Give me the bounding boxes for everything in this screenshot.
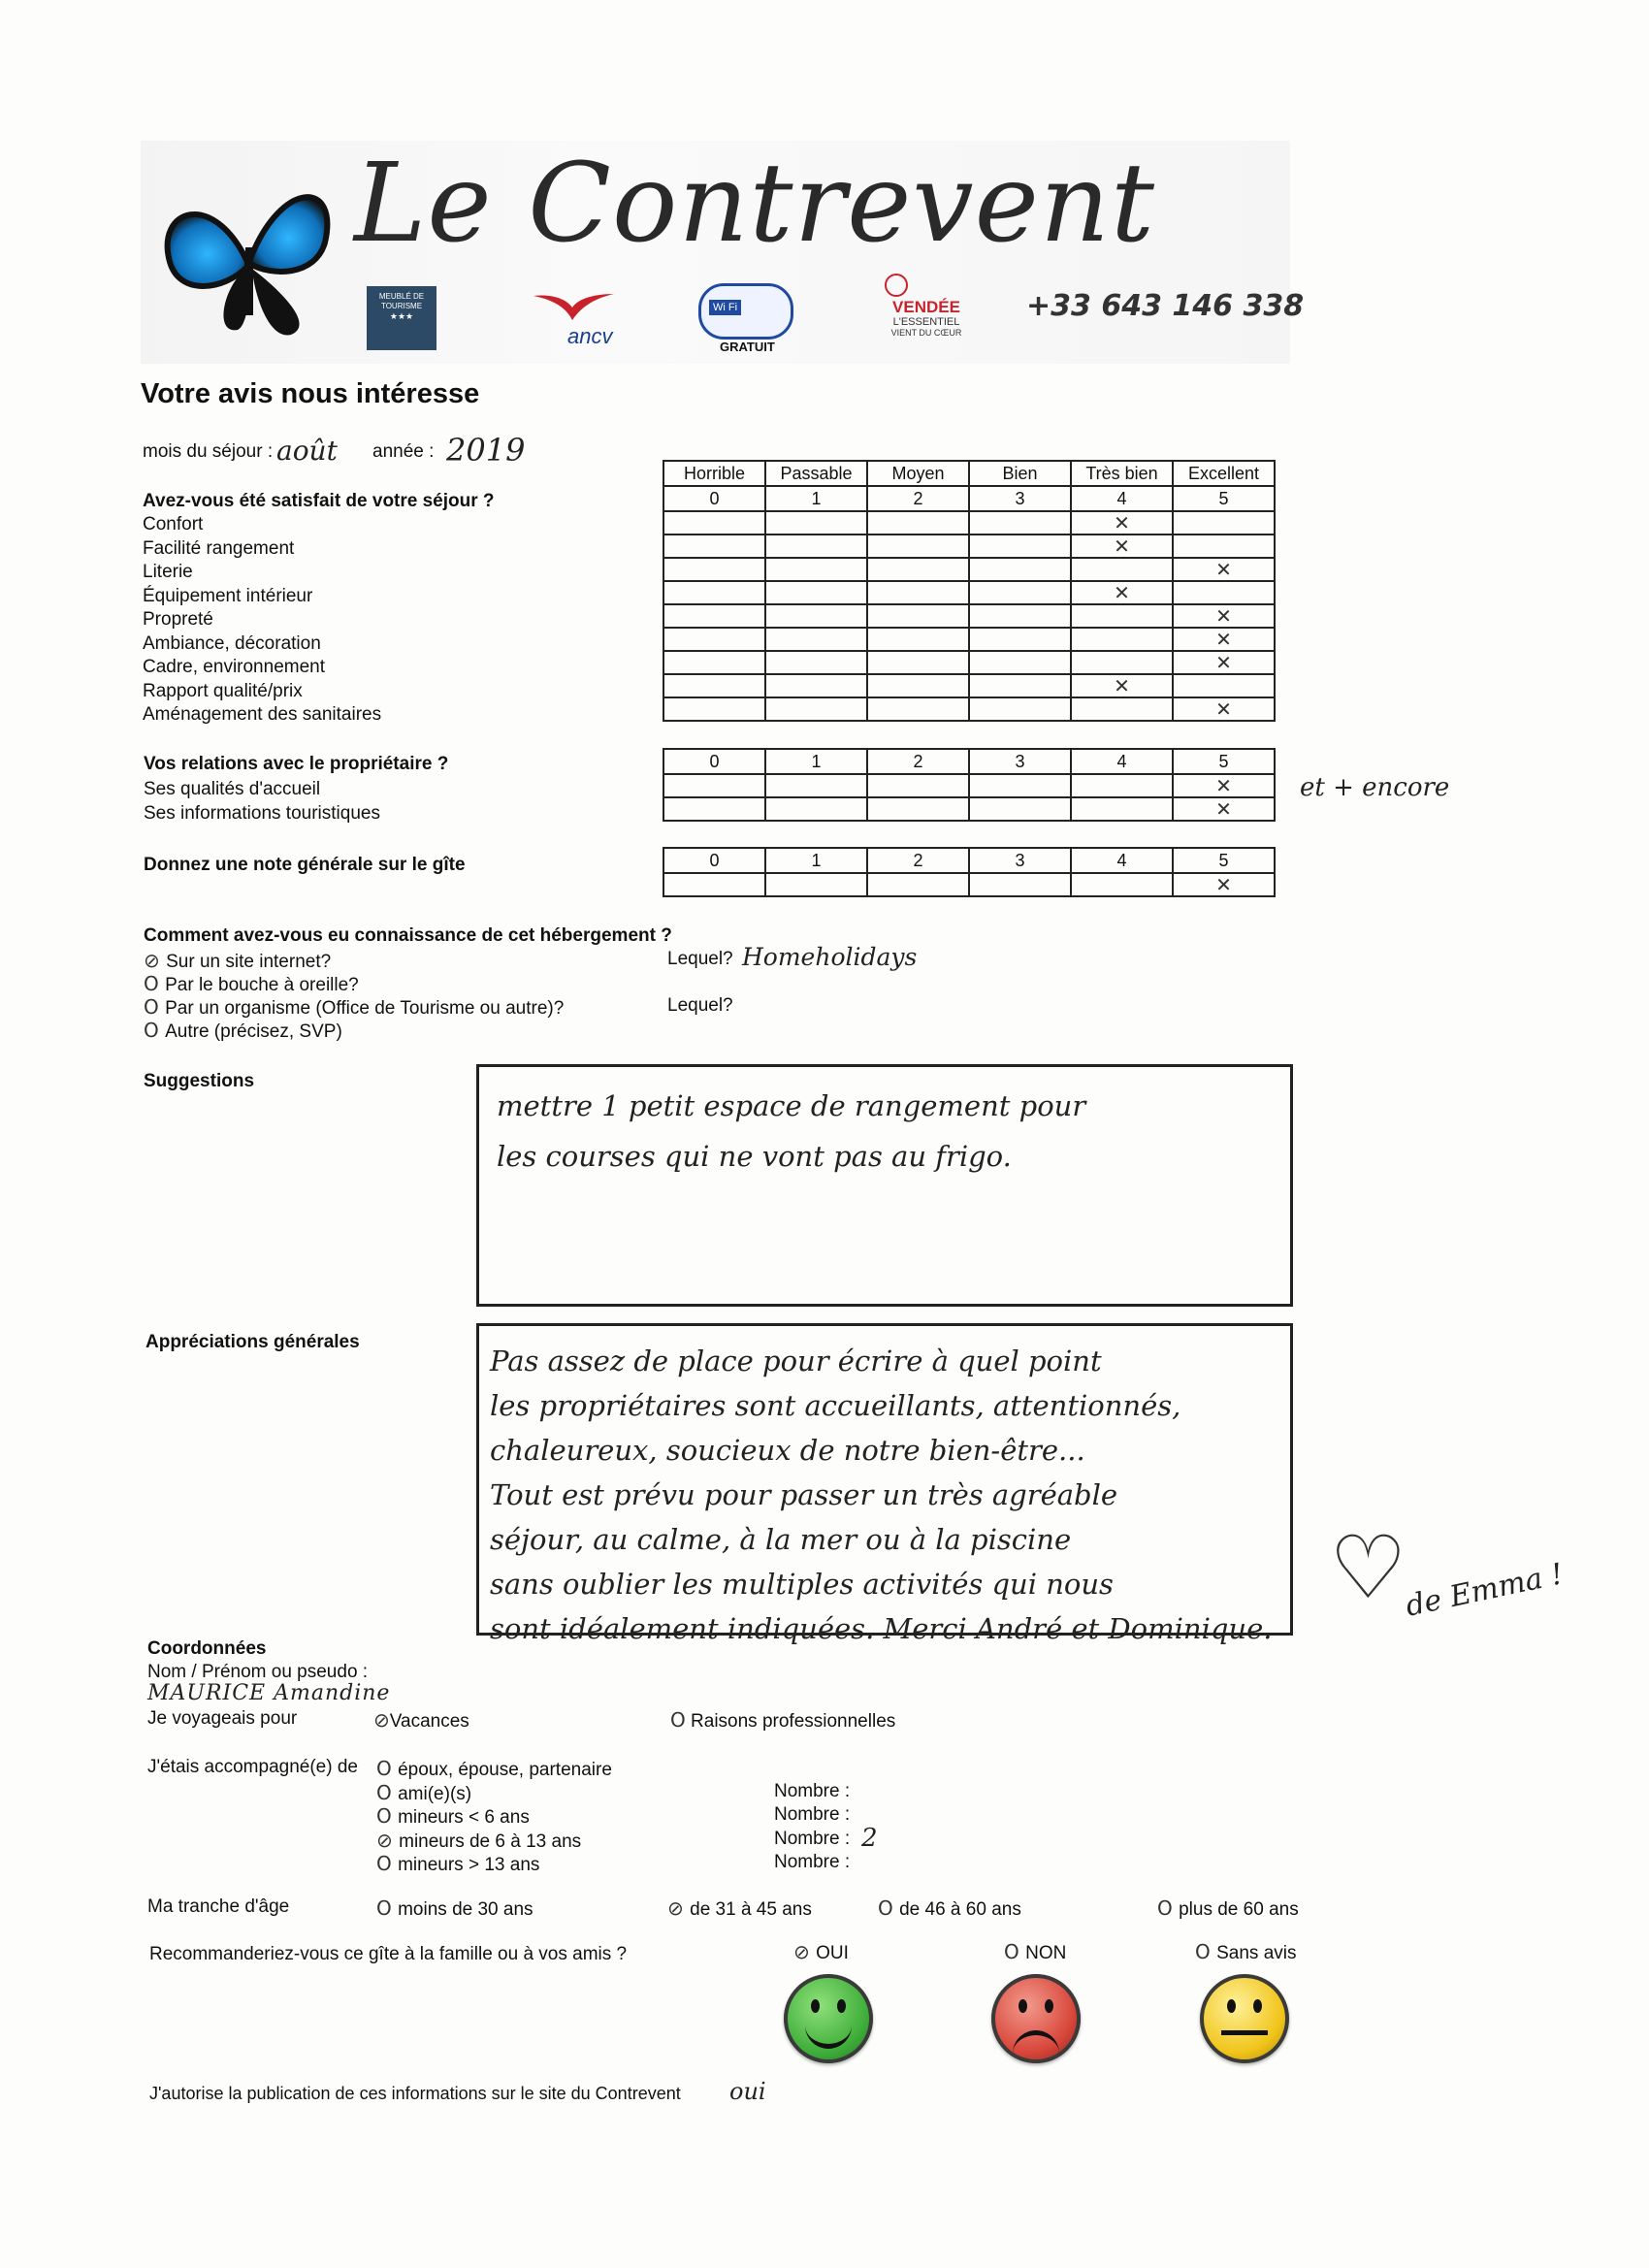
rating-cell[interactable] xyxy=(969,511,1071,535)
owner-item-label: Ses qualités d'accueil xyxy=(144,779,321,799)
rating-number: 5 xyxy=(1173,848,1275,873)
rating-cell[interactable] xyxy=(765,581,867,604)
rating-cell[interactable] xyxy=(969,604,1071,628)
meuble-tourisme-badge: MEUBLÉ DE TOURISME ★★★ xyxy=(367,286,436,350)
ancv-bird-icon xyxy=(529,286,616,325)
publication-label: J'autorise la publication de ces informations sur le site du Contrevent xyxy=(149,2084,681,2103)
recommend-option-2[interactable] xyxy=(1195,1940,1296,1964)
satisfaction-row xyxy=(663,511,1275,535)
suggestions-box[interactable] xyxy=(476,1064,1293,1307)
rating-number: 1 xyxy=(765,749,867,774)
radio-icon: O xyxy=(1004,1940,1026,1963)
rating-number: 1 xyxy=(765,486,867,511)
appreciations-text xyxy=(490,1339,1440,1651)
rating-cell[interactable] xyxy=(867,651,969,674)
rating-cell[interactable] xyxy=(663,558,765,581)
companion-option[interactable] xyxy=(376,1804,530,1829)
radio-icon: ⊘ xyxy=(793,1940,817,1963)
age-option[interactable] xyxy=(376,1896,534,1921)
satisfaction-item-label: Ambiance, décoration xyxy=(143,632,321,654)
rating-cell[interactable] xyxy=(1071,797,1173,821)
radio-icon: ⊘ xyxy=(144,949,167,972)
smiley-happy-icon[interactable] xyxy=(784,1974,873,2063)
rating-cell[interactable] xyxy=(663,511,765,535)
rating-cell[interactable] xyxy=(969,697,1071,721)
rating-cell[interactable]: ✕ xyxy=(1173,797,1275,821)
source-option[interactable] xyxy=(144,1019,342,1043)
rating-cell[interactable] xyxy=(663,674,765,697)
companion-label: J'étais accompagné(e) de xyxy=(147,1757,358,1777)
rating-cell[interactable]: ✕ xyxy=(1173,697,1275,721)
appreciations-signature: de Emma ! xyxy=(1403,1557,1567,1624)
satisfaction-row xyxy=(663,697,1275,721)
age-option-label: de 31 à 45 ans xyxy=(690,1899,812,1920)
satisfaction-row xyxy=(663,581,1275,604)
source-option-label: Autre (précisez, SVP) xyxy=(165,1021,342,1042)
heart-icon: ♡ xyxy=(1329,1520,1407,1617)
appreciations-label: Appréciations générales xyxy=(146,1332,360,1352)
appreciation-line: les propriétaires sont accueillants, attentionnés, xyxy=(490,1389,1181,1422)
year-value[interactable]: 2019 xyxy=(446,432,526,469)
travel-label: Je voyageais pour xyxy=(147,1708,298,1729)
rating-cell[interactable] xyxy=(765,628,867,651)
radio-icon: ⊘ xyxy=(376,1828,400,1852)
appreciation-line: sans oublier les multiples activités qui nous xyxy=(490,1568,1114,1601)
year-label: année : xyxy=(372,441,435,462)
source-option-label: Par le bouche à oreille? xyxy=(165,975,359,995)
radio-icon: O xyxy=(1195,1940,1217,1963)
rating-cell[interactable] xyxy=(867,797,969,821)
satisfaction-row xyxy=(663,535,1275,558)
source-option[interactable] xyxy=(144,995,564,1020)
age-option-label: moins de 30 ans xyxy=(398,1899,534,1920)
rating-cell[interactable]: ✕ xyxy=(1173,873,1275,896)
rating-cell[interactable] xyxy=(1071,873,1173,896)
rating-cell[interactable] xyxy=(765,558,867,581)
radio-icon: ⊘ xyxy=(667,1896,691,1920)
rating-cell[interactable] xyxy=(1173,535,1275,558)
age-label: Ma tranche d'âge xyxy=(147,1896,290,1917)
source-which-value-1[interactable]: Homeholidays xyxy=(742,943,918,971)
wifi-icon: Wi Fi xyxy=(709,300,741,315)
companion-option[interactable] xyxy=(376,1829,581,1853)
rating-number: 4 xyxy=(1071,749,1173,774)
butterfly-logo xyxy=(146,170,349,349)
rating-label: Excellent xyxy=(1173,461,1275,486)
rating-number: 4 xyxy=(1071,486,1173,511)
rating-cell[interactable] xyxy=(867,697,969,721)
owner-heading: Vos relations avec le propriétaire ? xyxy=(144,754,449,774)
rating-cell[interactable] xyxy=(765,511,867,535)
satisfaction-item-label: Aménagement des sanitaires xyxy=(143,704,382,725)
rating-cell[interactable] xyxy=(663,697,765,721)
suggestions-text xyxy=(497,1081,1085,1182)
rating-cell[interactable] xyxy=(765,651,867,674)
rating-label: Passable xyxy=(765,461,867,486)
age-option-label: de 46 à 60 ans xyxy=(899,1899,1021,1920)
rating-number: 0 xyxy=(663,848,765,873)
rating-cell[interactable] xyxy=(867,674,969,697)
suggestions-label: Suggestions xyxy=(144,1071,255,1091)
rating-cell[interactable] xyxy=(1071,628,1173,651)
rating-cell[interactable] xyxy=(1071,651,1173,674)
recommend-option-label: Sans avis xyxy=(1216,1943,1297,1963)
satisfaction-item-label: Cadre, environnement xyxy=(143,657,325,677)
source-option-label: Par un organisme (Office de Tourisme ou autre)? xyxy=(165,998,565,1019)
satisfaction-item-label: Propreté xyxy=(143,609,213,630)
wifi-gratuit-label: GRATUIT xyxy=(720,340,775,354)
satisfaction-heading: Avez-vous été satisfait de votre séjour ? xyxy=(143,491,495,511)
rating-number: 2 xyxy=(867,486,969,511)
satisfaction-row xyxy=(663,558,1275,581)
radio-icon: O xyxy=(376,1804,399,1828)
travel-option-vacances[interactable]: ⊘Vacances xyxy=(373,1708,469,1732)
rating-cell[interactable] xyxy=(867,774,969,797)
satisfaction-row xyxy=(663,674,1275,697)
satisfaction-row xyxy=(663,604,1275,628)
rating-cell[interactable]: ✕ xyxy=(1173,558,1275,581)
recommend-option-0[interactable] xyxy=(793,1940,849,1964)
phone-number: +33 643 146 338 xyxy=(1026,289,1305,323)
companion-option-label: ami(e)(s) xyxy=(398,1783,472,1804)
appreciation-line: Tout est prévu pour passer un très agréable xyxy=(490,1478,1118,1511)
appreciation-line: Pas assez de place pour écrire à quel point xyxy=(490,1345,1102,1377)
travel-option-pro[interactable]: O Raisons professionnelles xyxy=(670,1708,896,1732)
satisfaction-item-label: Confort xyxy=(143,514,204,535)
rating-number: 5 xyxy=(1173,486,1275,511)
radio-icon: O xyxy=(670,1708,686,1732)
rating-number: 4 xyxy=(1071,848,1173,873)
source-option[interactable] xyxy=(144,949,331,973)
companion-count-label: Nombre : xyxy=(774,1852,851,1872)
suggestion-line: les courses qui ne vont pas au frigo. xyxy=(497,1140,1012,1173)
rating-cell[interactable] xyxy=(1071,558,1173,581)
brand-title: Le Contrevent xyxy=(354,141,1156,267)
rating-cell[interactable] xyxy=(765,674,867,697)
overall-heading: Donnez une note générale sur le gîte xyxy=(144,855,466,875)
source-which-label-1: Lequel? xyxy=(667,949,733,969)
rating-cell[interactable] xyxy=(1173,511,1275,535)
satisfaction-row xyxy=(663,651,1275,674)
rating-cell[interactable] xyxy=(1071,604,1173,628)
radio-icon: O xyxy=(878,1896,900,1920)
recommend-question: Recommanderiez-vous ce gîte à la famille ou à vos amis ? xyxy=(149,1944,628,1964)
rating-cell[interactable]: ✕ xyxy=(1173,628,1275,651)
companion-option-label: mineurs < 6 ans xyxy=(398,1807,530,1828)
recommend-option-1[interactable] xyxy=(1004,1940,1066,1964)
companion-option[interactable] xyxy=(376,1757,612,1781)
rating-cell[interactable]: ✕ xyxy=(1173,651,1275,674)
rating-cell[interactable] xyxy=(867,535,969,558)
wifi-badge xyxy=(698,283,793,340)
rating-cell[interactable] xyxy=(867,873,969,896)
smiley-neutral-icon[interactable] xyxy=(1200,1974,1289,2063)
rating-cell[interactable] xyxy=(969,873,1071,896)
rating-cell[interactable] xyxy=(969,628,1071,651)
rating-cell[interactable] xyxy=(867,558,969,581)
rating-cell[interactable] xyxy=(969,581,1071,604)
coords-heading: Coordonnées xyxy=(147,1638,267,1659)
recommend-option-label: NON xyxy=(1025,1943,1067,1963)
rating-cell[interactable] xyxy=(969,674,1071,697)
owner-row xyxy=(663,797,1275,821)
rating-cell[interactable]: ✕ xyxy=(1071,581,1173,604)
appreciation-line: sont idéalement indiquées. Merci André et Dominique. xyxy=(490,1612,1273,1645)
rating-cell[interactable] xyxy=(663,604,765,628)
overall-grid xyxy=(663,847,1276,897)
suggestion-line: mettre 1 petit espace de rangement pour xyxy=(497,1089,1086,1122)
rating-label: Bien xyxy=(969,461,1071,486)
rating-cell[interactable]: ✕ xyxy=(1173,604,1275,628)
rating-cell[interactable] xyxy=(765,604,867,628)
companion-option[interactable] xyxy=(376,1852,539,1876)
radio-icon: O xyxy=(144,1019,166,1042)
companion-option[interactable] xyxy=(376,1781,471,1805)
rating-cell[interactable] xyxy=(1071,697,1173,721)
rating-cell[interactable] xyxy=(867,628,969,651)
radio-icon: O xyxy=(144,995,166,1019)
rating-cell[interactable] xyxy=(969,651,1071,674)
rating-cell[interactable] xyxy=(969,774,1071,797)
source-option[interactable] xyxy=(144,972,359,996)
rating-cell[interactable] xyxy=(867,511,969,535)
radio-icon: O xyxy=(376,1780,399,1804)
rating-cell[interactable]: ✕ xyxy=(1071,674,1173,697)
radio-icon: O xyxy=(376,1896,399,1920)
rating-cell[interactable] xyxy=(765,697,867,721)
rating-number: 1 xyxy=(765,848,867,873)
month-label: mois du séjour : xyxy=(143,441,274,462)
rating-cell[interactable] xyxy=(969,558,1071,581)
age-option[interactable] xyxy=(667,1896,812,1921)
rating-cell[interactable]: ✕ xyxy=(1071,511,1173,535)
rating-cell[interactable] xyxy=(867,581,969,604)
rating-number: 0 xyxy=(663,749,765,774)
rating-label: Très bien xyxy=(1071,461,1173,486)
rating-cell[interactable] xyxy=(663,535,765,558)
owner-row xyxy=(663,774,1275,797)
rating-cell[interactable] xyxy=(663,628,765,651)
rating-cell[interactable] xyxy=(1173,674,1275,697)
rating-cell[interactable] xyxy=(1173,581,1275,604)
ancv-logo: ancv xyxy=(567,324,613,348)
companion-option-label: mineurs de 6 à 13 ans xyxy=(399,1831,582,1852)
radio-icon: ⊘ xyxy=(373,1708,390,1732)
rating-cell[interactable]: ✕ xyxy=(1071,535,1173,558)
rating-cell[interactable]: ✕ xyxy=(1173,774,1275,797)
name-value[interactable]: MAURICE Amandine xyxy=(147,1681,391,1705)
recommend-option-label: OUI xyxy=(816,1943,849,1963)
rating-number: 3 xyxy=(969,848,1071,873)
rating-number: 5 xyxy=(1173,749,1275,774)
appreciation-line: séjour, au calme, à la mer ou à la piscine xyxy=(490,1523,1072,1556)
vendee-heart-icon xyxy=(885,274,908,297)
rating-cell[interactable] xyxy=(867,604,969,628)
age-option[interactable] xyxy=(878,1896,1021,1921)
rating-label: Horrible xyxy=(663,461,765,486)
rating-cell[interactable] xyxy=(969,535,1071,558)
companion-count-label: Nombre : xyxy=(774,1804,851,1825)
satisfaction-row xyxy=(663,628,1275,651)
owner-note: et + encore xyxy=(1300,773,1450,802)
companion-count-label: Nombre : xyxy=(774,1780,851,1801)
companion-option-label: mineurs > 13 ans xyxy=(398,1855,540,1875)
name-label: Nom / Prénom ou pseudo : xyxy=(147,1662,369,1682)
rating-cell[interactable] xyxy=(765,797,867,821)
rating-cell[interactable] xyxy=(1071,774,1173,797)
vendee-logo: VENDÉE L'ESSENTIEL VIENT DU CŒUR xyxy=(890,298,962,338)
satisfaction-item-label: Équipement intérieur xyxy=(143,585,313,606)
companion-option-label: époux, épouse, partenaire xyxy=(398,1760,612,1780)
satisfaction-grid xyxy=(663,460,1276,722)
satisfaction-item-label: Rapport qualité/prix xyxy=(143,680,303,701)
age-option-label: plus de 60 ans xyxy=(1179,1899,1299,1920)
satisfaction-item-label: Facilité rangement xyxy=(143,537,295,559)
rating-cell[interactable] xyxy=(765,774,867,797)
rating-number: 2 xyxy=(867,749,969,774)
rating-cell[interactable] xyxy=(663,774,765,797)
rating-label: Moyen xyxy=(867,461,969,486)
radio-icon: O xyxy=(1157,1896,1180,1920)
rating-cell[interactable] xyxy=(663,873,765,896)
overall-row xyxy=(663,873,1275,896)
appreciation-line: chaleureux, soucieux de notre bien-être... xyxy=(490,1434,1085,1467)
rating-cell[interactable] xyxy=(663,651,765,674)
form-title: Votre avis nous intéresse xyxy=(141,378,480,409)
companion-count-value[interactable]: 2 xyxy=(861,1823,878,1853)
rating-number: 3 xyxy=(969,749,1071,774)
source-which-label-2: Lequel? xyxy=(667,995,733,1016)
rating-cell[interactable] xyxy=(765,535,867,558)
rating-number: 3 xyxy=(969,486,1071,511)
radio-icon: O xyxy=(376,1852,399,1875)
rating-cell[interactable] xyxy=(969,797,1071,821)
smiley-sad-icon[interactable] xyxy=(991,1974,1081,2063)
rating-number: 0 xyxy=(663,486,765,511)
rating-cell[interactable] xyxy=(663,797,765,821)
rating-cell[interactable] xyxy=(765,873,867,896)
companion-count-label: Nombre : xyxy=(774,1828,851,1849)
satisfaction-item-label: Literie xyxy=(143,562,193,582)
rating-number: 2 xyxy=(867,848,969,873)
age-option[interactable] xyxy=(1157,1896,1299,1921)
owner-item-label: Ses informations touristiques xyxy=(144,803,380,824)
source-option-label: Sur un site internet? xyxy=(166,952,332,972)
month-value[interactable]: août xyxy=(276,435,338,467)
source-heading: Comment avez-vous eu connaissance de cet hébergement ? xyxy=(144,925,672,946)
publication-value[interactable]: oui xyxy=(729,2078,766,2105)
radio-icon: O xyxy=(376,1757,399,1780)
rating-cell[interactable] xyxy=(663,581,765,604)
owner-grid xyxy=(663,748,1276,822)
radio-icon: O xyxy=(144,972,166,995)
